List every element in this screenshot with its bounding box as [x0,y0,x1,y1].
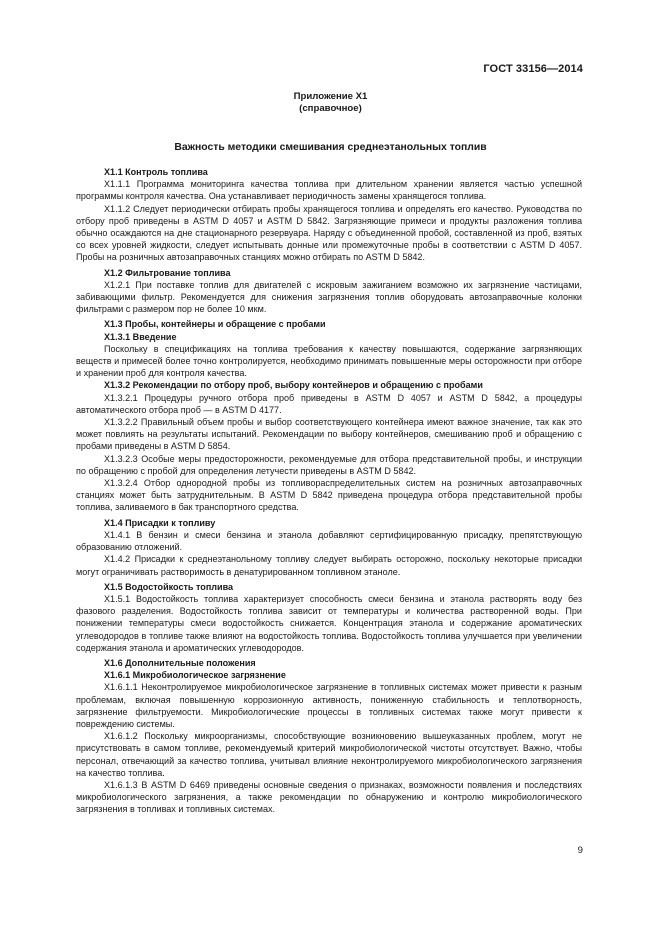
paragraph: X1.6.1.2 Поскольку микроорганизмы, способствующие возникновению вышеуказанных проблем, могут не присутствовать в самом топливе, рекомендуемый критерий микробиологической чистоты отсутствует. Важно, чтобы персонал, отвечающий за качество топлива, учитывал влияние неконтролируемого микробиологического загрязнения на качество топлива. [76,731,582,778]
paragraph: X1.2.1 При поставке топлив для двигателей с искровым зажиганием возможно их загрязнение частицами, забивающими фильтр. Рекомендуется для снижения загрязнения топлив оборудовать автозаправочные колонки фильтрами с размером пор не более 10 мкм. [76,279,582,315]
page-number: 9 [577,845,583,856]
paragraph: X1.3.2.4 Отбор однородной пробы из топливораспределительных систем на розничных автозаправочных станциях может быть затруднительным. В ASTM D 5842 приведена процедура отбора представительной пробы топлива, заливаемого в бак транспортного средства. [76,478,582,513]
section-heading: X1.6 Дополнительные положения [104,657,256,668]
paragraph: X1.3.2.1 Процедуры ручного отбора проб приведены в ASTM D 4057 и ASTM D 5842, а процедуры автоматического отбора проб — в ASTM D 4177. [76,392,582,415]
appendix-label: Приложение X1 [293,91,368,102]
paragraph: X1.1.2 Следует периодически отбирать пробы хранящегося топлива и определять его качество. Руководства по отбору проб приведены в ASTM D 4057 и ASTM D 5842. Загрязняющие примеси и продукты разложения топлива обычно осаждаются на дне стационарного резервуара. Наряду с объединенной пробой, составленной из проб, взятых со всех уровней жидкости, следует испытывать донные или промежуточные пробы в соответствии с ASTM D 4057. Пробы на розничных автозаправочных станциях можно отбирать по ASTM D 5842. [76,203,582,263]
section-heading: X1.4 Присадки к топливу [104,517,216,528]
paragraph: X1.5.1 Водостойкость топлива характеризует способность смеси бензина и этанола растворять воду без фазового разделения. Водостойкость топлива зависит от температуры и количества растворенной воды. При понижении температуры смеси водостойкость снижается. Концентрация этанола и содержание ароматических углеводородов в топливе также влияют на водостойкость топлива. Водостойкость топлива улучшается при увеличении содержания этанола и ароматических углеводородов. [76,593,582,653]
section-heading: X1.1 Контроль топлива [104,167,208,177]
paragraph: X1.6.1.1 Неконтролируемое микробиологическое загрязнение в топливных системах может привести к разным проблемам, включая повышенную коррозионную активность, пониженную стабильность и теплотворность, загрязнение фильтруемости. Микробиологические процессы в топливных системах также могут привести к повреждению системы. [76,682,582,729]
paragraph: X1.3.2.3 Особые меры предосторожности, рекомендуемые для отбора представительной пробы, и инструкции по обращению с пробой для определения летучести приведены в ASTM D 5842. [76,453,582,476]
paragraph: X1.4.1 В бензин и смеси бензина и этанола добавляют сертифицированную присадку, препятствующую образованию отложений. [76,529,582,553]
section-heading: X1.5 Водостойкость топлива [104,581,234,592]
paragraph: X1.6.1.3 В ASTM D 6469 приведены основные сведения о признаках, возможности появления и последствиях микробиологического загрязнения, а также рекомендации по обнаружению и контролю микробиологического загрязнения в топливах и топливных системах. [76,779,582,815]
section-heading: X1.3 Пробы, контейнеры и обращение с пробами [104,319,326,330]
section-heading: X1.3.2 Рекомендации по отбору проб, выбору контейнеров и обращению с пробами [104,380,483,391]
paragraph: X1.3.2.2 Правильный объем пробы и выбор соответствующего контейнера имеют важное значение, так как это может повлиять на результаты испытаний. Рекомендации по выбору контейнеров, смешиванию проб и обращению с пробами приведены в ASTM D 5854. [76,417,582,452]
paragraph: Поскольку в спецификациях на топлива требования к качеству повышаются, содержание загрязняющих веществ и примесей более точно контролируется, необходимо принимать повышенные меры осторожности при отборе и хранении проб для контроля качества. [76,343,582,379]
appendix-heading [0,91,661,115]
appendix-type: (справочное) [299,103,362,114]
paragraph: X1.4.2 Присадки к среднеэтанольному топливу следует выбирать осторожно, поскольку некоторые присадки могут ограничивать растворимость в денатурированном топливном этаноле. [76,554,582,577]
standard-number: ГОСТ 33156—2014 [483,63,583,75]
document-body [76,166,582,816]
document-title: Важность методики смешивания среднеэтанольных топлив [174,142,487,153]
section-heading: X1.2 Фильтрование топлива [104,267,231,278]
paragraph: X1.1.1 Программа мониторинга качества топлива при длительном хранении является частью успешной программы контроля качества. Она устанавливает периодичность замены хранящегося топлива. [76,179,582,202]
section-heading: X1.3.1 Введение [104,331,177,342]
section-heading: X1.6.1 Микробиологическое загрязнение [104,670,286,681]
